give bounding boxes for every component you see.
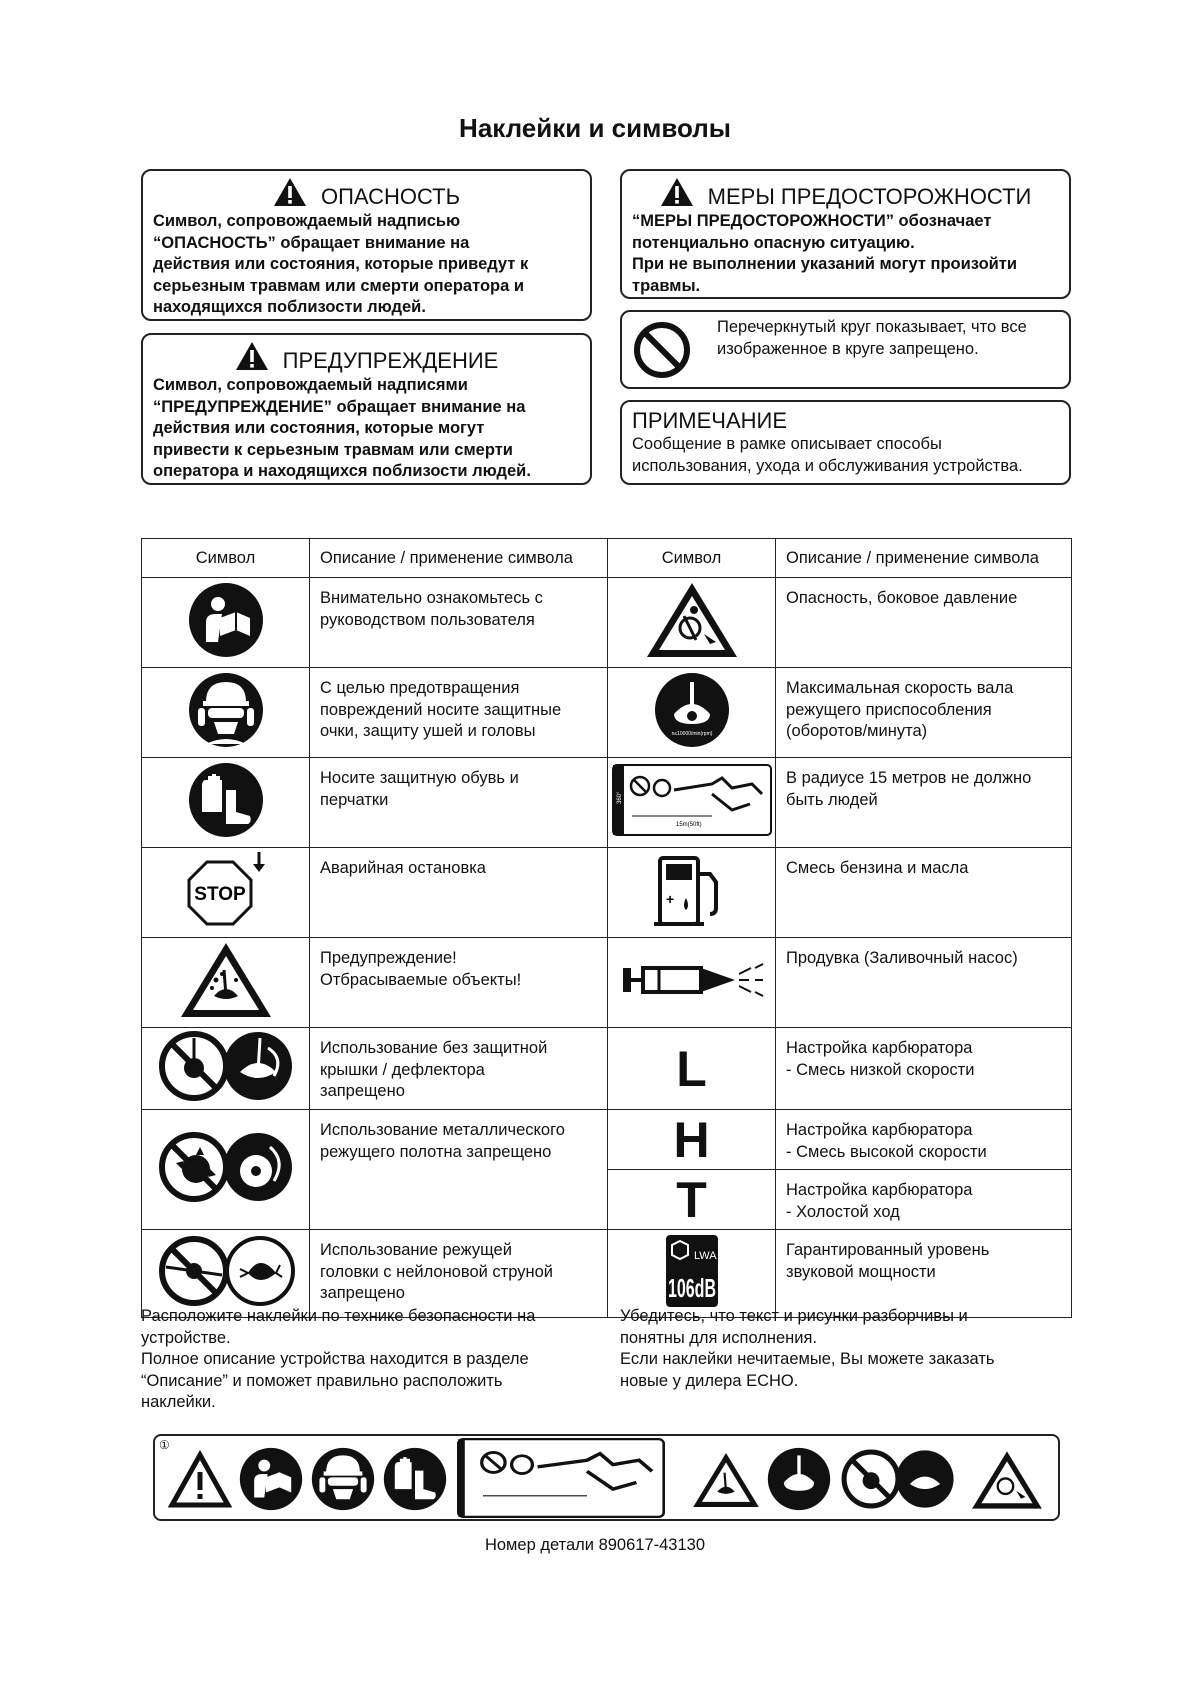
table-row: [142, 758, 1072, 848]
symbol-description: Использование режущей головки с нейлоновой струной запрещено: [310, 1230, 608, 1318]
warning-triangle-icon: [273, 177, 307, 207]
fifteen-meter-keep-away-icon: [457, 1438, 665, 1518]
no-nylon-head-icon: [156, 1233, 296, 1309]
danger-text: Символ, сопровождаемый надписью “ОПАСНОСТЬ” обращает внимание на действия или состояния, которые приведут к серьезным травмам или смерти оператора и находящихся поблизости людей.: [153, 212, 529, 316]
carburetor-high-letter: H: [673, 1111, 710, 1168]
prohibited-text: Перечеркнутый круг показывает, что все изображенное в круге запрещено.: [717, 318, 1027, 358]
warning-triangle-icon: [235, 341, 269, 371]
svg-text:+: +: [665, 891, 674, 907]
warning-triangle-icon: [169, 1452, 231, 1508]
carburetor-low-letter: L: [676, 1040, 707, 1097]
placement-instructions: Расположите наклейки по технике безопасности на устройстве. Полное описание устройства находится в разделе “Описание” и поможет правильно расположить наклейки.: [141, 1307, 536, 1411]
table-row: [142, 578, 1072, 668]
svg-text:15m(50ft): 15m(50ft): [675, 822, 702, 828]
page-title: Наклейки и символы: [459, 113, 731, 143]
symbol-description: Использование металлического режущего полотна запрещено: [310, 1110, 608, 1230]
boots-gloves-icon: [383, 1447, 447, 1511]
carburetor-idle-letter: T: [676, 1171, 707, 1228]
column-header-symbol: Символ: [608, 539, 776, 578]
table-row: [142, 848, 1072, 938]
symbol-description: В радиусе 15 метров не должно быть людей: [776, 758, 1072, 848]
column-header-description: Описание / применение символа: [310, 539, 608, 578]
note-box: [620, 400, 1071, 485]
note-text: Сообщение в рамке описывает способы использования, ухода и обслуживания устройства.: [632, 435, 1023, 475]
caution-box: [620, 169, 1071, 299]
column-header-description: Описание / применение символа: [776, 539, 1072, 578]
side-thrust-danger-icon: [644, 580, 740, 660]
fuel-mix-icon: [652, 852, 732, 928]
max-speed-icon: [654, 672, 730, 748]
svg-text:LWA: LWA: [693, 1250, 717, 1262]
boots-gloves-icon: [188, 762, 264, 838]
symbol-description: Настройка карбюратора - Смесь высокой скорости: [776, 1110, 1072, 1170]
table-row: [142, 668, 1072, 758]
table-row: [142, 938, 1072, 1028]
no-guard-prohibited-icon: [156, 1028, 296, 1104]
legibility-instructions: Убедитесь, что текст и рисунки разборчивы и понятны для исполнения. Если наклейки нечитаемые, Вы можете заказать новые у дилера ECHO.: [620, 1307, 995, 1390]
symbol-description: Гарантированный уровень звуковой мощности: [776, 1230, 1072, 1318]
symbol-description: Настройка карбюратора - Холостой ход: [776, 1170, 1072, 1230]
prohibited-box: [620, 310, 1071, 389]
symbol-description: Использование без защитной крышки / дефлектора запрещено: [310, 1028, 608, 1110]
symbol-description: Продувка (Заливочный насос): [776, 938, 1072, 1028]
svg-text:360°: 360°: [616, 791, 623, 804]
caution-header: МЕРЫ ПРЕДОСТОРОЖНОСТИ: [707, 184, 1032, 209]
no-guard-prohibited-icon: [839, 1447, 957, 1511]
symbol-description: Максимальная скорость вала режущего приспособления (оборотов/минута): [776, 668, 1072, 758]
table-row: [142, 1110, 1072, 1170]
part-number: Номер детали 890617-43130: [484, 1536, 706, 1554]
fifteen-meter-keep-away-icon: [612, 764, 772, 836]
protective-gear-icon: [188, 672, 264, 748]
symbol-description: Настройка карбюратора - Смесь низкой скорости: [776, 1028, 1072, 1110]
svg-text:n≤10000/min(rpm): n≤10000/min(rpm): [671, 731, 712, 737]
symbol-description: Внимательно ознакомьтесь с руководством пользователя: [310, 578, 608, 668]
read-manual-icon: [239, 1447, 303, 1511]
danger-header: ОПАСНОСТЬ: [320, 184, 461, 209]
symbol-description: Носите защитную обувь и перчатки: [310, 758, 608, 848]
table-row: [142, 1028, 1072, 1110]
max-speed-icon: [767, 1447, 831, 1511]
primer-pump-icon: [617, 958, 767, 1002]
caution-text: “МЕРЫ ПРЕДОСТОРОЖНОСТИ” обозначает потенциально опасную ситуацию. При не выполнении указаний могут произойти травмы.: [632, 212, 1018, 295]
symbol-description: Смесь бензина и масла: [776, 848, 1072, 938]
no-metal-blade-icon: [156, 1129, 296, 1205]
warning-header: ПРЕДУПРЕЖДЕНИЕ: [282, 348, 499, 373]
danger-box: [141, 169, 592, 321]
symbol-description: С целью предотвращения повреждений носите защитные очки, защиту ушей и головы: [310, 668, 608, 758]
protective-gear-icon: [311, 1447, 375, 1511]
warning-triangle-icon: [660, 177, 694, 207]
note-header: ПРИМЕЧАНИЕ: [632, 408, 788, 433]
thrown-objects-warning-icon: [691, 1450, 761, 1510]
strip-mark: ①: [159, 1438, 170, 1452]
svg-text:106dB: 106dB: [667, 1273, 716, 1303]
table-header-row: [142, 539, 1072, 578]
side-thrust-danger-icon: [967, 1449, 1047, 1511]
read-manual-icon: [188, 582, 264, 658]
warning-text: Символ, сопровождаемый надписями “ПРЕДУПРЕЖДЕНИЕ” обращает внимание на действия или состояния, которые могут привести к серьезным травмам или смерти оператора и находящихся поблизости людей.: [153, 376, 531, 480]
table-row: [142, 1230, 1072, 1318]
symbol-description: Опасность, боковое давление: [776, 578, 1072, 668]
prohibited-circle-icon: [632, 320, 692, 380]
column-header-symbol: Символ: [142, 539, 310, 578]
safety-label-strip: [153, 1434, 1060, 1521]
svg-text:STOP: STOP: [193, 884, 246, 905]
symbol-table: [141, 538, 1072, 1318]
symbol-description: Аварийная остановка: [310, 848, 608, 938]
emergency-stop-icon: [183, 850, 269, 930]
symbol-description: Предупреждение! Отбрасываемые объекты!: [310, 938, 608, 1028]
sound-power-icon: [664, 1233, 720, 1309]
warning-box: [141, 333, 592, 485]
thrown-objects-warning-icon: [178, 940, 274, 1020]
